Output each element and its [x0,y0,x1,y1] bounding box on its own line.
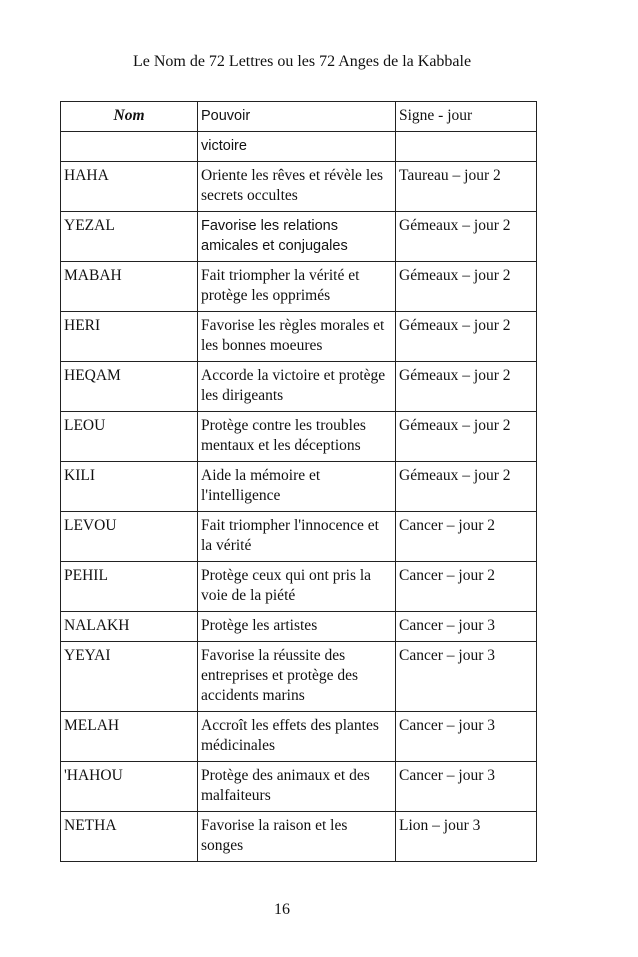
table-row [61,812,537,862]
cell-signe-jour: Gémeaux – jour 2 [396,262,537,312]
cell-pouvoir: Fait triompher l'innocence et la vérité [198,512,396,562]
cell-nom: KILI [61,462,198,512]
cell-nom: NALAKH [61,612,198,642]
cell-pouvoir: Protège des animaux et des malfaiteurs [198,762,396,812]
table-row [61,612,537,642]
cell-pouvoir: Favorise les relations amicales et conjugales [198,212,396,262]
cell-pouvoir: Protège ceux qui ont pris la voie de la piété [198,562,396,612]
cell-signe-jour: Gémeaux – jour 2 [396,412,537,462]
cell-signe-jour: Gémeaux – jour 2 [396,312,537,362]
cell-signe-jour: Taureau – jour 2 [396,162,537,212]
angels-table [60,101,537,862]
table-row [61,312,537,362]
cell-signe-jour: Cancer – jour 2 [396,562,537,612]
cell-pouvoir: Oriente les rêves et révèle les secrets occultes [198,162,396,212]
cell-pouvoir: victoire [198,132,396,162]
cell-signe-jour: Cancer – jour 3 [396,762,537,812]
cell-nom: MELAH [61,712,198,762]
cell-signe-jour: Cancer – jour 2 [396,512,537,562]
cell-pouvoir: Favorise la raison et les songes [198,812,396,862]
cell-signe-jour: Lion – jour 3 [396,812,537,862]
table-row [61,412,537,462]
cell-pouvoir: Favorise les règles morales et les bonnes moeures [198,312,396,362]
cell-pouvoir: Favorise la réussite des entreprises et protège des accidents marins [198,642,396,712]
header-signe-jour: Signe - jour [396,102,537,132]
table-row [61,462,537,512]
cell-nom: LEOU [61,412,198,462]
cell-pouvoir: Accorde la victoire et protège les dirigeants [198,362,396,412]
table-row [61,512,537,562]
table-row [61,262,537,312]
cell-nom: HEQAM [61,362,198,412]
table-row [61,642,537,712]
table-row [61,362,537,412]
cell-nom: HERI [61,312,198,362]
cell-signe-jour: Gémeaux – jour 2 [396,212,537,262]
table-body [61,132,537,862]
table-row [61,762,537,812]
table-row [61,162,537,212]
cell-nom: LEVOU [61,512,198,562]
cell-nom: YEYAI [61,642,198,712]
page-number: 16 [274,901,290,918]
table-row [61,562,537,612]
table-row [61,212,537,262]
page-title: Le Nom de 72 Lettres ou les 72 Anges de la Kabbale [132,53,472,70]
cell-nom: MABAH [61,262,198,312]
cell-signe-jour [396,132,537,162]
cell-nom: YEZAL [61,212,198,262]
cell-nom: NETHA [61,812,198,862]
header-pouvoir: Pouvoir [198,102,396,132]
cell-signe-jour: Cancer – jour 3 [396,642,537,712]
cell-nom: 'HAHOU [61,762,198,812]
cell-signe-jour: Cancer – jour 3 [396,612,537,642]
cell-pouvoir: Protège contre les troubles mentaux et les déceptions [198,412,396,462]
cell-nom: HAHA [61,162,198,212]
cell-nom [61,132,198,162]
cell-pouvoir: Aide la mémoire et l'intelligence [198,462,396,512]
cell-pouvoir: Protège les artistes [198,612,396,642]
cell-signe-jour: Cancer – jour 3 [396,712,537,762]
table-row [61,712,537,762]
cell-pouvoir: Accroît les effets des plantes médicinales [198,712,396,762]
cell-nom: PEHIL [61,562,198,612]
cell-signe-jour: Gémeaux – jour 2 [396,362,537,412]
header-row [61,102,537,132]
table-row [61,132,537,162]
table-header [61,102,537,132]
cell-pouvoir: Fait triompher la vérité et protège les opprimés [198,262,396,312]
header-nom: Nom [61,102,198,132]
cell-signe-jour: Gémeaux – jour 2 [396,462,537,512]
